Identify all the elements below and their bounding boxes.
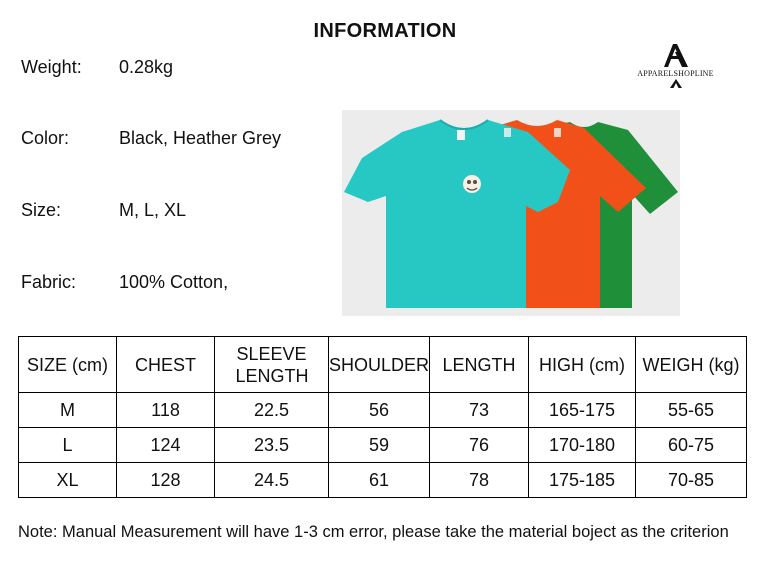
table-cell: 24.5 — [215, 463, 329, 498]
table-cell: 73 — [430, 393, 529, 428]
spec-label: Color: — [21, 128, 70, 148]
table-header-row — [19, 337, 747, 393]
table-cell: 70-85 — [636, 463, 747, 498]
table-cell: 61 — [329, 463, 430, 498]
sleeve-length-header: SLEEVE LENGTH — [235, 343, 309, 386]
col-header: CHEST — [117, 337, 215, 393]
table-row — [19, 428, 747, 463]
table-cell: L — [19, 428, 117, 463]
spec-value: Black, Heather Grey — [119, 128, 282, 148]
apparelshopline-logo-icon — [661, 42, 691, 68]
brand-name: APPARELSHOPLINE — [637, 69, 714, 78]
tshirts-image — [342, 110, 680, 316]
product-photo — [342, 110, 680, 316]
table-cell: 56 — [329, 393, 430, 428]
page-title: INFORMATION — [313, 20, 457, 42]
table-cell: 118 — [117, 393, 215, 428]
table-row — [19, 393, 747, 428]
col-header: SIZE (cm) — [19, 337, 117, 393]
col-header: WEIGH (kg) — [636, 337, 747, 393]
table-cell: 165-175 — [529, 393, 636, 428]
table-cell: 175-185 — [529, 463, 636, 498]
table-cell: 76 — [430, 428, 529, 463]
table-cell: 55-65 — [636, 393, 747, 428]
table-cell: 59 — [329, 428, 430, 463]
table-cell: XL — [19, 463, 117, 498]
spec-label: Weight: — [21, 57, 82, 77]
measurement-note: Note: Manual Measurement will have 1-3 cm error, please take the material boject as the criterion — [18, 523, 729, 541]
spec-label: Size: — [21, 200, 62, 220]
table-cell: M — [19, 393, 117, 428]
table-row — [19, 463, 747, 498]
spec-value: M, L, XL — [119, 200, 187, 220]
col-header — [215, 337, 329, 393]
small-triangle-icon — [670, 79, 682, 88]
col-header: LENGTH — [430, 337, 529, 393]
table-cell: 170-180 — [529, 428, 636, 463]
col-header: SHOULDER — [329, 337, 430, 393]
table-cell: 60-75 — [636, 428, 747, 463]
spec-value: 100% Cotton, — [119, 272, 229, 292]
col-header: HIGH (cm) — [529, 337, 636, 393]
table-cell: 78 — [430, 463, 529, 498]
size-chart-table — [18, 336, 747, 498]
brand-logo — [628, 42, 723, 104]
spec-label: Fabric: — [21, 272, 77, 292]
table-cell: 128 — [117, 463, 215, 498]
table-cell: 23.5 — [215, 428, 329, 463]
spec-value: 0.28kg — [119, 57, 174, 77]
table-cell: 22.5 — [215, 393, 329, 428]
table-cell: 124 — [117, 428, 215, 463]
